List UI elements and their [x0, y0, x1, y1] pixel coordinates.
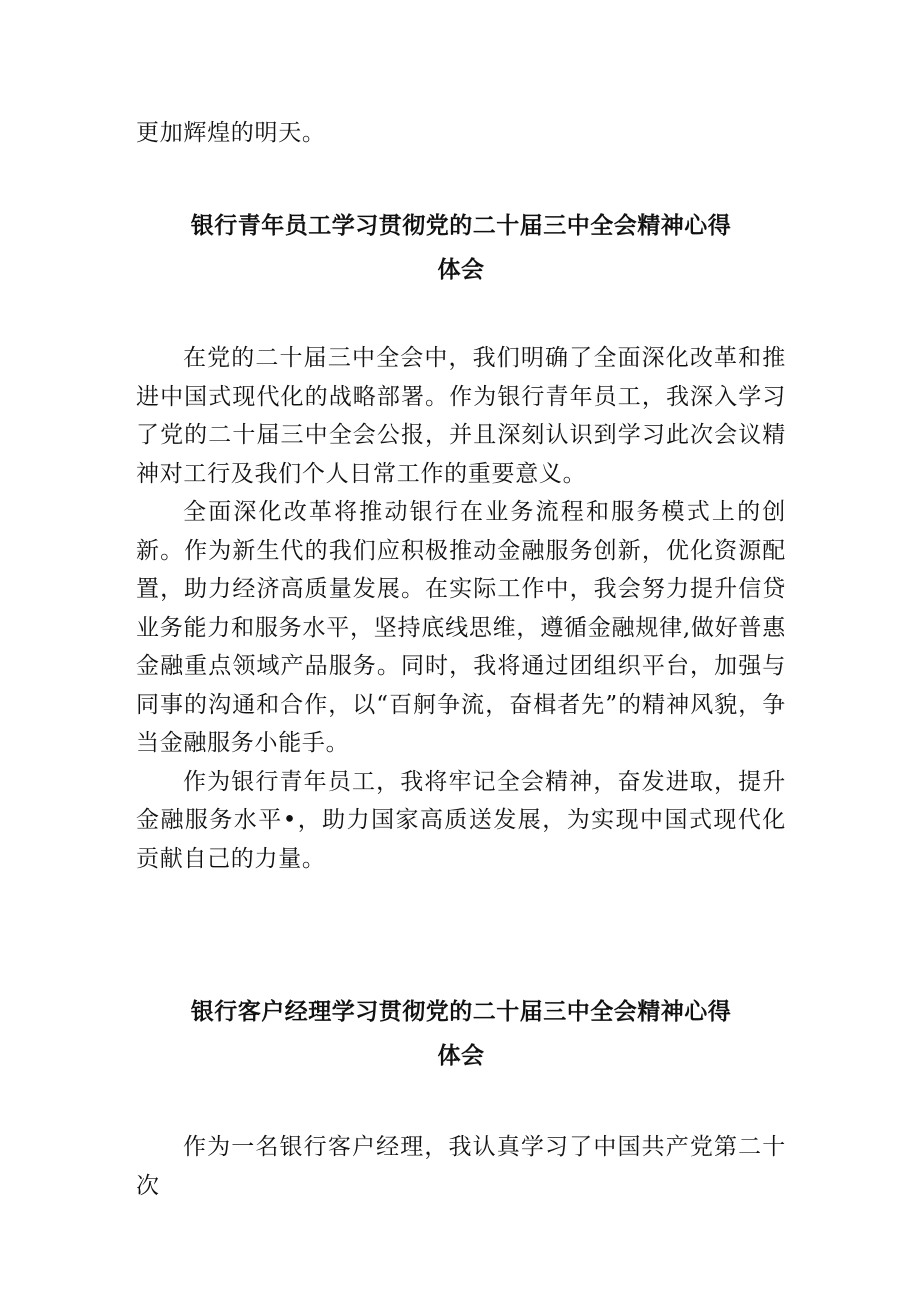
article-title-line: 体会: [437, 257, 485, 283]
paragraph: 在党的二十届三中全会中，我们明确了全面深化改革和推进中国式现代化的战略部署。作为银行青年员工，我深入学习了党的二十届三中全会公报，并且深刻认识到学习此次会议精神对工行及我们个人日常工作的重要意义。: [136, 345, 786, 487]
paragraph: 更加辉煌的明天。: [136, 120, 326, 146]
article-title: [136, 990, 786, 1078]
article-title-line: 银行青年员工学习贯彻党的二十届三中全会精神心得: [190, 213, 732, 239]
paragraph: 全面深化改革将推动银行在业务流程和服务模式上的创新。作为新生代的我们应积极推动金融服务创新，优化资源配置，助力经济高质量发展。在实际工作中，我会努力提升信贷业务能力和服务水平，坚持底线思维，遵循金融规律,做好普惠金融重点领域产品服务。同时，我将通过团组织平台，加强与同事的沟通和合作，以“百舸争流，奋楫者先”的精神风貌，争当金融服务小能手。: [136, 499, 786, 756]
article-title-line: 银行客户经理学习贯彻党的二十届三中全会精神心得: [190, 999, 732, 1025]
previous-article-ending: [136, 114, 786, 153]
article-body: [136, 339, 786, 878]
article-body: [136, 1128, 786, 1205]
article-title-line: 体会: [437, 1043, 485, 1069]
paragraph: 作为一名银行客户经理，我认真学习了中国共产党第二十次: [136, 1134, 786, 1199]
article-title: [136, 204, 786, 292]
paragraph: 作为银行青年员工，我将牢记全会精神，奋发进取，提升金融服务水平•，助力国家高质送发展，为实现中国式现代化贡献自己的力量。: [136, 768, 786, 872]
